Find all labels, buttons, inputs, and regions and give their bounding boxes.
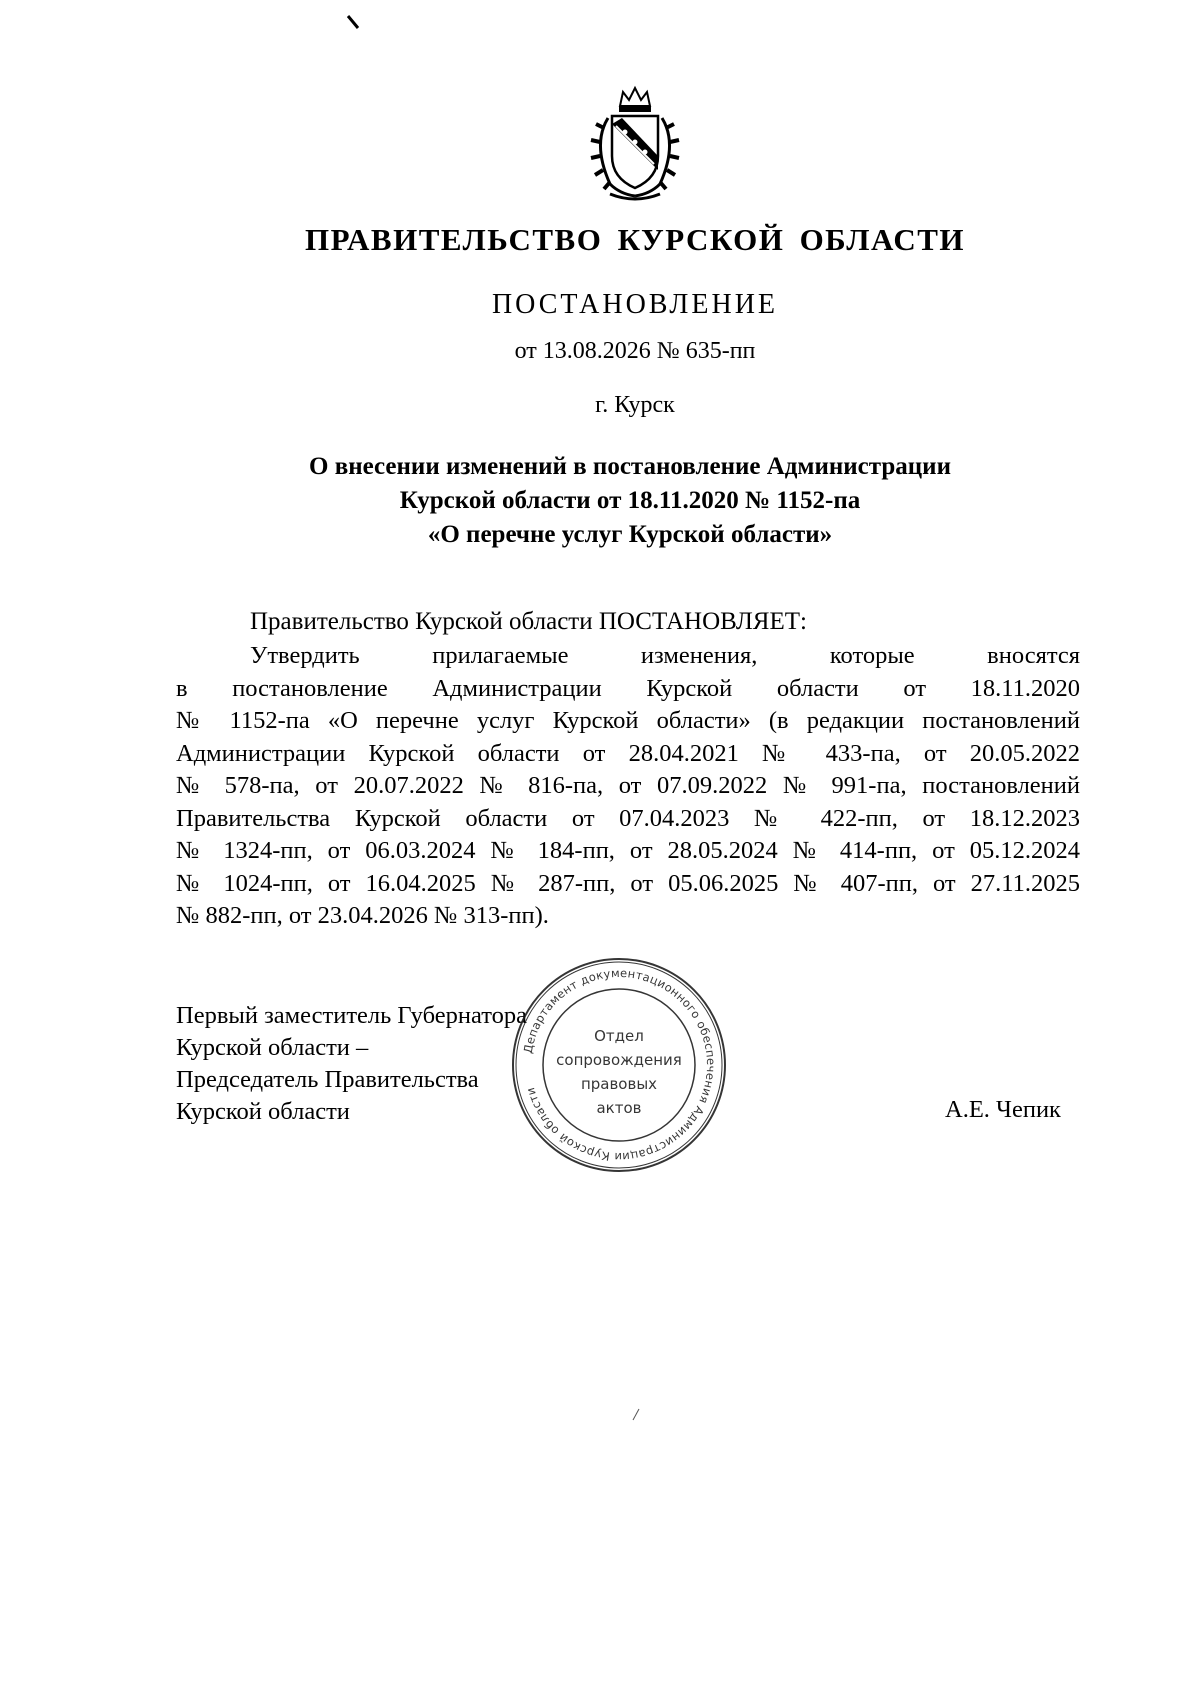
body-paragraph [176,640,1080,933]
body-line: № 1324-пп, от 06.03.2024 № 184-пп, от 28.05.2024 № 414-пп, от 05.12.2024 [176,837,1080,864]
scan-artifact-mark [347,15,361,31]
document-date-number: от 13.08.2026 № 635-пп [514,338,756,364]
kursk-coat-of-arms-icon [570,84,700,204]
stamp-center-line: актов [596,1099,642,1117]
subject-line: «О перечне услуг Курской области» [427,521,833,548]
body-line: № 1024-пп, от 16.04.2025 № 287-пп, от 05.06.2025 № 407-пп, от 27.11.2025 [176,869,1080,897]
document-type: ПОСТАНОВЛЕНИЕ [491,289,779,320]
preamble: Правительство Курской области ПОСТАНОВЛЯЕТ: [250,608,807,635]
document-subject [160,450,1100,552]
official-round-stamp-icon [505,955,733,1175]
scan-artifact-mark [631,1408,641,1422]
body-line: Утвердить прилагаемые изменения, которые вносятся [250,642,1080,669]
body-line: № 1152-па «О перечне услуг Курской области» (в редакции постановлений [176,707,1080,734]
organization-title: ПРАВИТЕЛЬСТВО КУРСКОЙ ОБЛАСТИ [304,222,966,257]
document-city: г. Курск [595,392,675,418]
subject-line: О внесении изменений в постановление Администрации [309,453,951,480]
stamp-center-line: сопровождения [556,1051,682,1069]
body-line: в постановление Администрации Курской области от 18.11.2020 [176,674,1080,702]
signer-name: А.Е. Чепик [945,1096,1061,1123]
stamp-center-line: Отдел [594,1027,644,1045]
stamp-ring-text: Департамент документационного обеспечения Администрации Курской области [520,965,719,1165]
body-line: Правительства Курской области от 07.04.2023 № 422-пп, от 18.12.2023 [176,804,1080,832]
body-line: № 882-пп, от 23.04.2026 № 313-пп). [176,902,549,929]
signer-position-line: Первый заместитель Губернатора [176,1002,527,1029]
body-line: Администрации Курской области от 28.04.2021 № 433-па, от 20.05.2022 [176,739,1080,767]
signer-position-line: Курской области – [176,1034,369,1061]
subject-line: Курской области от 18.11.2020 № 1152-па [399,487,861,514]
stamp-center-line: правовых [580,1075,658,1093]
signer-position [176,1000,527,1128]
signer-position-line: Председатель Правительства [176,1066,479,1093]
body-line: № 578-па, от 20.07.2022 № 816-па, от 07.09.2022 № 991-па, постановлений [176,772,1080,799]
signer-position-line: Курской области [176,1098,350,1125]
